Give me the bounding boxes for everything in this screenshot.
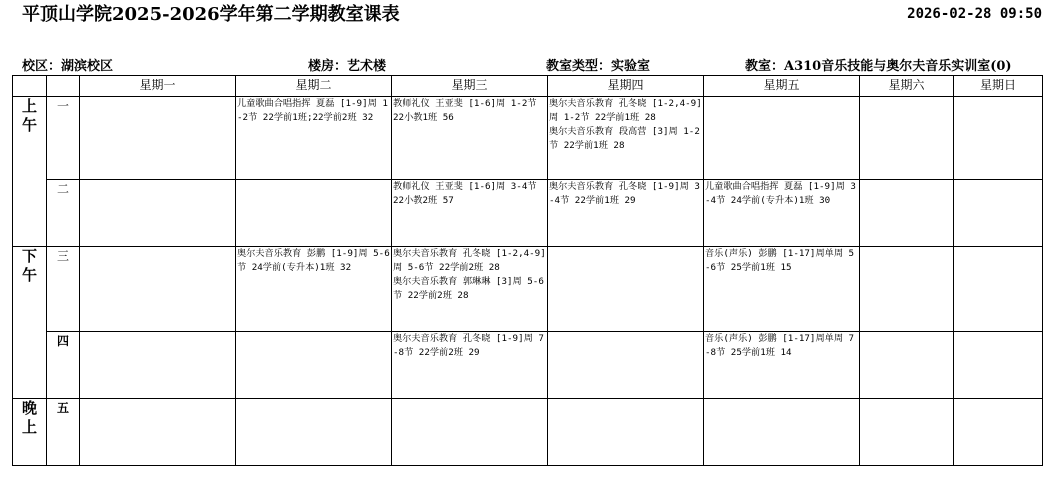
- period-label: 三: [47, 247, 80, 332]
- day-header-monday: 星期一: [80, 76, 236, 97]
- room-label: 教室：A310音乐技能与奥尔夫音乐实训室(0): [745, 59, 1012, 74]
- course-entry[interactable]: 奥尔夫音乐教育 孔冬晓 [1-9]周 7-8节 22学前2班 29: [393, 333, 544, 358]
- schedule-cell: [548, 247, 704, 332]
- schedule-cell: [80, 97, 236, 180]
- schedule-cell: [548, 332, 704, 399]
- schedule-cell: [80, 180, 236, 247]
- period-label: 二: [47, 180, 80, 247]
- period-label: 一: [47, 97, 80, 180]
- day-header-tuesday: 星期二: [236, 76, 392, 97]
- schedule-cell[interactable]: [704, 332, 860, 399]
- day-header-sunday: 星期日: [954, 76, 1043, 97]
- schedule-cell: [704, 399, 860, 466]
- half-day-label-morning: [13, 97, 47, 247]
- course-entry[interactable]: 教师礼仪 王亚斐 [1-6]周 1-2节 22小教1班 56: [393, 98, 537, 123]
- table-row: [13, 97, 1043, 180]
- table-row: [13, 247, 1043, 332]
- course-entry[interactable]: 儿童歌曲合唱指挥 夏磊 [1-9]周 1-2节 22学前1班;22学前2班 32: [237, 98, 388, 123]
- schedule-cell[interactable]: [236, 247, 392, 332]
- schedule-cell: [860, 332, 954, 399]
- schedule-cell[interactable]: [236, 97, 392, 180]
- schedule-cell: [236, 399, 392, 466]
- schedule-cell: [954, 180, 1043, 247]
- schedule-cell: [236, 180, 392, 247]
- schedule-cell: [954, 247, 1043, 332]
- corner-cell: [47, 76, 80, 97]
- half-day-label-evening: [13, 399, 47, 466]
- course-entry[interactable]: 音乐(声乐) 彭鹏 [1-17]周单周 5-6节 25学前1班 15: [705, 248, 855, 273]
- schedule-cell[interactable]: [392, 180, 548, 247]
- header-row: [13, 76, 1043, 97]
- schedule-cell: [548, 399, 704, 466]
- period-label: 五: [47, 399, 80, 466]
- course-entry[interactable]: 奥尔夫音乐教育 段高营 [3]周 1-2节 22学前1班 28: [549, 126, 700, 151]
- building-label: 楼房：艺术楼: [308, 59, 387, 74]
- table-row: [13, 180, 1043, 247]
- course-entry[interactable]: 音乐(声乐) 彭鹏 [1-17]周单周 7-8节 25学前1班 14: [705, 333, 855, 358]
- schedule-cell: [80, 332, 236, 399]
- course-entry[interactable]: 奥尔夫音乐教育 郭琳琳 [3]周 5-6节 22学前2班 28: [393, 276, 544, 301]
- schedule-cell: [80, 399, 236, 466]
- course-entry[interactable]: 奥尔夫音乐教育 孔冬晓 [1-9]周 3-4节 22学前1班 29: [549, 181, 700, 206]
- schedule-cell[interactable]: [392, 332, 548, 399]
- table-row: [13, 332, 1043, 399]
- schedule-cell[interactable]: [704, 247, 860, 332]
- day-header-friday: 星期五: [704, 76, 860, 97]
- half-day-text: 下午: [21, 247, 37, 284]
- day-header-thursday: 星期四: [548, 76, 704, 97]
- schedule-cell[interactable]: [548, 97, 704, 180]
- timetable: [12, 75, 1043, 466]
- schedule-cell[interactable]: [704, 180, 860, 247]
- period-label: 四: [47, 332, 80, 399]
- schedule-cell[interactable]: [548, 180, 704, 247]
- schedule-cell: [860, 180, 954, 247]
- course-entry[interactable]: 奥尔夫音乐教育 孔冬晓 [1-2,4-9]周 1-2节 22学前1班 28: [549, 98, 702, 123]
- schedule-cell: [80, 247, 236, 332]
- day-header-saturday: 星期六: [860, 76, 954, 97]
- schedule-cell[interactable]: [392, 247, 548, 332]
- schedule-cell: [954, 399, 1043, 466]
- schedule-cell: [392, 399, 548, 466]
- schedule-cell: [954, 332, 1043, 399]
- schedule-cell: [954, 97, 1043, 180]
- schedule-cell: [236, 332, 392, 399]
- schedule-cell: [860, 97, 954, 180]
- corner-cell: [13, 76, 47, 97]
- course-entry[interactable]: 教师礼仪 王亚斐 [1-6]周 3-4节 22小教2班 57: [393, 181, 537, 206]
- course-entry[interactable]: 儿童歌曲合唱指挥 夏磊 [1-9]周 3-4节 24学前(专升本)1班 30: [705, 181, 856, 206]
- half-day-text: 晚上: [21, 399, 37, 436]
- print-timestamp: 2026-02-28 09:50: [907, 6, 1042, 22]
- campus-label: 校区：湖滨校区: [22, 59, 114, 74]
- half-day-label-afternoon: [13, 247, 47, 399]
- course-entry[interactable]: 奥尔夫音乐教育 孔冬晓 [1-2,4-9]周 5-6节 22学前2班 28: [393, 248, 546, 273]
- half-day-text: 上午: [21, 97, 37, 134]
- course-entry[interactable]: 奥尔夫音乐教育 彭鹏 [1-9]周 5-6节 24学前(专升本)1班 32: [237, 248, 390, 273]
- schedule-cell[interactable]: [392, 97, 548, 180]
- room-type-label: 教室类型：实验室: [546, 59, 651, 74]
- schedule-cell: [704, 97, 860, 180]
- page-title: 平顶山学院2025-2026学年第二学期教室课表: [22, 4, 400, 25]
- schedule-cell: [860, 247, 954, 332]
- schedule-cell: [860, 399, 954, 466]
- table-row: [13, 399, 1043, 466]
- day-header-wednesday: 星期三: [392, 76, 548, 97]
